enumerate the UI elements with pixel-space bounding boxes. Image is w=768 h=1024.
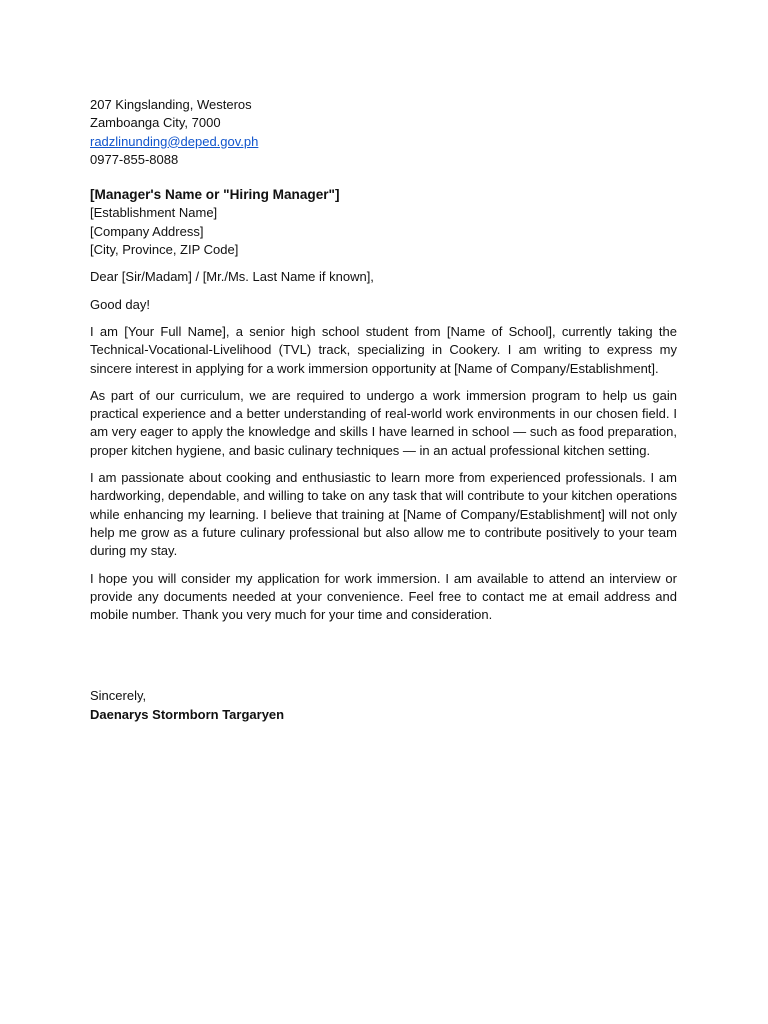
greeting: Good day! <box>90 296 150 312</box>
sender-address-line2: Zamboanga City, 7000 <box>90 115 221 131</box>
closing-text: Sincerely, <box>90 688 147 704</box>
signature-name: Daenarys Stormborn Targaryen <box>90 706 285 722</box>
closing-block <box>90 687 677 724</box>
sender-address-line1: 207 Kingslanding, Westeros <box>90 97 252 112</box>
recipient-establishment: [Establishment Name] <box>90 205 218 221</box>
salutation: Dear [Sir/Madam] / [Mr./Ms. Last Name if known], <box>90 269 374 285</box>
sender-email-link[interactable]: radzlinunding@deped.gov.ph <box>90 133 259 149</box>
body-paragraph-4: I hope you will consider my application for work immersion. I am available to attend an interview or provide any documents needed at your convenience. Feel free to contact me at email address and mobile number. Thank you very much for your time and consideration. <box>90 570 677 623</box>
recipient-block <box>90 186 677 259</box>
body-paragraph-1: I am [Your Full Name], a senior high school student from [Name of School], currently taking the Technical-Vocational-Livelihood (TVL) track, specializing in Cookery. I am writing to express my sincere interest in applying for a work immersion opportunity at [Name of Company/Establishment]. <box>90 323 677 376</box>
sender-block <box>90 96 677 169</box>
recipient-name: [Manager's Name or "Hiring Manager"] <box>90 187 340 203</box>
recipient-city: [City, Province, ZIP Code] <box>90 242 239 258</box>
sender-phone: 0977-855-8088 <box>90 151 179 167</box>
body-paragraph-3: I am passionate about cooking and enthusiastic to learn more from experienced professionals. I am hardworking, dependable, and willing to take on any task that will contribute to your kitchen operations while enhancing my learning. I believe that training at [Name of Company/Establishment] will not only help me grow as a future culinary professional but also allow me to contribute positively to your team during my stay. <box>90 470 677 559</box>
letter-page <box>90 96 677 724</box>
body-paragraph-2: As part of our curriculum, we are required to undergo a work immersion program to help us gain practical experience and a better understanding of real-world work environments in our chosen field. I am very eager to apply the knowledge and skills I have learned in school — such as food preparation, proper kitchen hygiene, and basic culinary techniques — in an actual professional kitchen setting. <box>90 387 677 458</box>
recipient-address: [Company Address] <box>90 223 204 239</box>
